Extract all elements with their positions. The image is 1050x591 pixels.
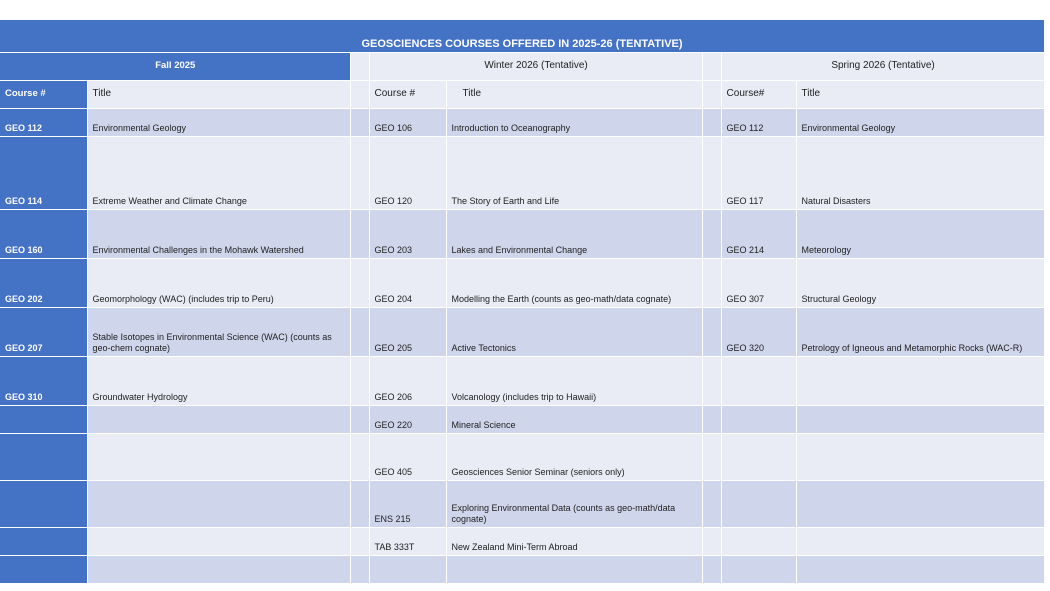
spacer: [350, 53, 369, 80]
fall-title-header: Title: [87, 80, 350, 108]
spacer: [702, 356, 721, 405]
spring-title-cell: [796, 433, 1044, 480]
spacer: [702, 136, 721, 209]
winter-title-cell: Modelling the Earth (counts as geo-math/data cognate): [446, 258, 702, 307]
winter-title-cell: [446, 555, 702, 583]
spacer: [350, 555, 369, 583]
spring-course-cell: GEO 214: [721, 209, 796, 258]
winter-course-cell: [369, 555, 446, 583]
spacer: [350, 480, 369, 527]
spring-title-cell: [796, 480, 1044, 527]
table-row: [0, 555, 1044, 583]
winter-course-cell: GEO 206: [369, 356, 446, 405]
spring-title-cell: Environmental Geology: [796, 108, 1044, 136]
spacer: [702, 108, 721, 136]
table-row: [0, 209, 1044, 258]
winter-title-cell: Volcanology (includes trip to Hawaii): [446, 356, 702, 405]
table-row: [0, 433, 1044, 480]
spring-course-cell: GEO 307: [721, 258, 796, 307]
winter-course-cell: GEO 203: [369, 209, 446, 258]
winter-course-cell: GEO 120: [369, 136, 446, 209]
spacer: [350, 433, 369, 480]
winter-title-cell: Exploring Environmental Data (counts as geo-math/data cognate): [446, 480, 702, 527]
fall-course-cell: [0, 555, 87, 583]
table-row: [0, 356, 1044, 405]
table-row: [0, 258, 1044, 307]
winter-course-cell: GEO 204: [369, 258, 446, 307]
winter-course-cell: GEO 205: [369, 307, 446, 356]
spring-title-cell: [796, 555, 1044, 583]
spring-course-header: Course#: [721, 80, 796, 108]
fall-title-cell: Environmental Challenges in the Mohawk Watershed: [87, 209, 350, 258]
spring-course-cell: [721, 555, 796, 583]
fall-course-cell: [0, 405, 87, 433]
spacer: [350, 307, 369, 356]
fall-title-cell: [87, 433, 350, 480]
spacer: [702, 209, 721, 258]
winter-title-cell: Geosciences Senior Seminar (seniors only): [446, 433, 702, 480]
spring-title-cell: [796, 405, 1044, 433]
spring-course-cell: [721, 433, 796, 480]
fall-course-cell: [0, 433, 87, 480]
table-row: [0, 405, 1044, 433]
winter-course-cell: ENS 215: [369, 480, 446, 527]
fall-title-cell: Groundwater Hydrology: [87, 356, 350, 405]
spacer: [350, 209, 369, 258]
spacer: [702, 527, 721, 555]
fall-title-cell: Geomorphology (WAC) (includes trip to Peru): [87, 258, 350, 307]
spacer: [702, 307, 721, 356]
spring-title-header: Title: [796, 80, 1044, 108]
winter-title-header: Title: [446, 80, 702, 108]
spacer: [702, 433, 721, 480]
semester-winter: Winter 2026 (Tentative): [369, 53, 702, 80]
column-header-row: [0, 80, 1044, 108]
fall-course-cell: GEO 114: [0, 136, 87, 209]
spacer: [702, 405, 721, 433]
winter-title-cell: Active Tectonics: [446, 307, 702, 356]
spacer: [702, 258, 721, 307]
course-schedule: [0, 20, 1044, 584]
winter-title-cell: New Zealand Mini-Term Abroad: [446, 527, 702, 555]
fall-course-cell: GEO 160: [0, 209, 87, 258]
spring-course-cell: [721, 405, 796, 433]
table-row: [0, 480, 1044, 527]
winter-course-cell: GEO 405: [369, 433, 446, 480]
spacer: [350, 405, 369, 433]
fall-title-cell: [87, 480, 350, 527]
fall-title-cell: Environmental Geology: [87, 108, 350, 136]
spacer: [702, 53, 721, 80]
winter-title-cell: Introduction to Oceanography: [446, 108, 702, 136]
spring-course-cell: [721, 480, 796, 527]
fall-title-cell: [87, 555, 350, 583]
fall-course-header: Course #: [0, 80, 87, 108]
fall-title-cell: [87, 527, 350, 555]
spacer: [702, 480, 721, 527]
spring-title-cell: Natural Disasters: [796, 136, 1044, 209]
spring-course-cell: [721, 527, 796, 555]
spring-course-cell: [721, 356, 796, 405]
spring-title-cell: [796, 527, 1044, 555]
fall-course-cell: GEO 207: [0, 307, 87, 356]
spring-course-cell: GEO 320: [721, 307, 796, 356]
fall-title-cell: [87, 405, 350, 433]
fall-course-cell: GEO 202: [0, 258, 87, 307]
spring-title-cell: Petrology of Igneous and Metamorphic Rocks (WAC-R): [796, 307, 1044, 356]
winter-course-cell: TAB 333T: [369, 527, 446, 555]
page-title: GEOSCIENCES COURSES OFFERED IN 2025-26 (TENTATIVE): [0, 20, 1044, 53]
spacer: [350, 80, 369, 108]
spacer: [350, 527, 369, 555]
semester-fall: Fall 2025: [0, 53, 350, 80]
spacer: [350, 258, 369, 307]
spring-course-cell: GEO 112: [721, 108, 796, 136]
fall-course-cell: GEO 310: [0, 356, 87, 405]
fall-title-cell: Extreme Weather and Climate Change: [87, 136, 350, 209]
winter-course-header: Course #: [369, 80, 446, 108]
fall-course-cell: [0, 480, 87, 527]
winter-course-cell: GEO 106: [369, 108, 446, 136]
spring-title-cell: Meteorology: [796, 209, 1044, 258]
spring-title-cell: [796, 356, 1044, 405]
spacer: [350, 108, 369, 136]
spacer: [702, 80, 721, 108]
fall-course-cell: [0, 527, 87, 555]
spring-course-cell: GEO 117: [721, 136, 796, 209]
fall-course-cell: GEO 112: [0, 108, 87, 136]
table-row: [0, 527, 1044, 555]
semester-header-row: [0, 53, 1044, 80]
course-table: [0, 53, 1045, 584]
semester-spring: Spring 2026 (Tentative): [721, 53, 1044, 80]
spacer: [350, 136, 369, 209]
winter-title-cell: Lakes and Environmental Change: [446, 209, 702, 258]
spacer: [702, 555, 721, 583]
fall-title-cell: Stable Isotopes in Environmental Science (WAC) (counts as geo-chem cognate): [87, 307, 350, 356]
spring-title-cell: Structural Geology: [796, 258, 1044, 307]
spacer: [350, 356, 369, 405]
table-row: [0, 108, 1044, 136]
winter-title-cell: Mineral Science: [446, 405, 702, 433]
table-row: [0, 307, 1044, 356]
table-row: [0, 136, 1044, 209]
winter-title-cell: The Story of Earth and Life: [446, 136, 702, 209]
winter-course-cell: GEO 220: [369, 405, 446, 433]
